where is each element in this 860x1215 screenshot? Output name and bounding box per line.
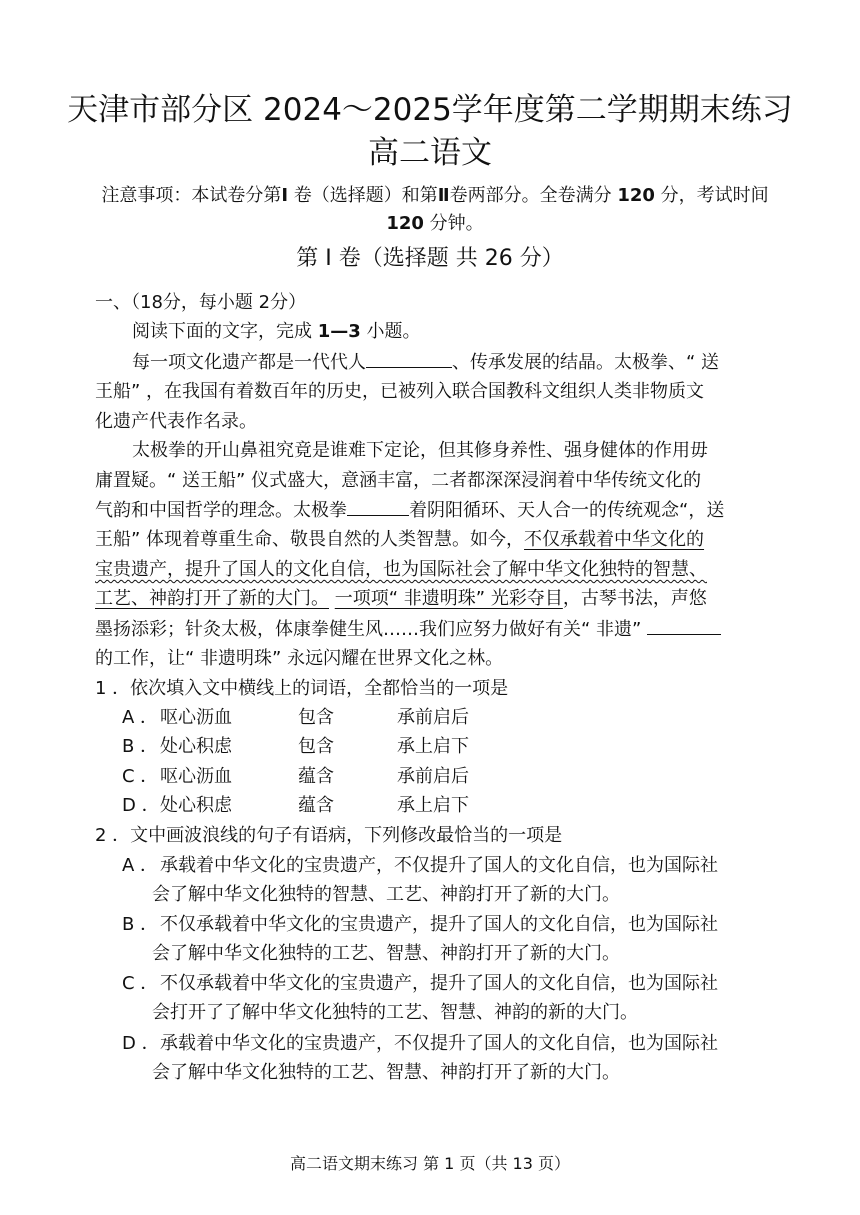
notice-volume-1: Ⅰ [281,185,289,206]
option-word: 包含 [298,736,334,757]
question-range: 1—3 [317,321,361,342]
option-word: 承前启后 [397,766,469,787]
underlined-sentence: 一项项“ 非遗明珠” 光彩夺目 [334,588,563,609]
option-text: 承载着中华文化的宝贵遗产，不仅提升了国人的文化自信，也为国际社 [160,855,718,876]
passage-line [95,555,771,585]
option-letter: B ． [122,914,159,935]
passage-line: 的工作，让“ 非遗明珠” 永远闪耀在世界文化之林。 [95,648,504,669]
passage-line: 王船” ，在我国有着数百年的历史，已被列入联合国教科文组织人类非物质文 [95,381,705,402]
wavy-underlined-sentence: 工艺、神韵打开了新的大门。 [95,588,329,609]
fill-blank-2 [347,495,409,516]
passage-line [132,347,772,378]
passage-text: 着阴阳循环、天人合一的传统观念“，送 [409,500,725,521]
passage-line [95,495,771,526]
option-word: 呕心沥血 [160,766,232,787]
instruction-text: 小题。 [360,321,421,342]
option-letter: D ． [122,795,160,816]
option-text: 承载着中华文化的宝贵遗产，不仅提升了国人的文化自信，也为国际社 [160,1033,718,1054]
passage-line: 庸置疑。“ 送王船” 仪式盛大，意涵丰富，二者都深深浸润着中华传统文化的 [95,470,702,491]
instruction-text: 阅读下面的文字，完成 [132,321,318,342]
notice-text: 卷（选择题）和第 [288,185,438,206]
option-text: 会了解中华文化独特的智慧、工艺、神韵打开了新的大门。 [152,884,620,905]
notice-score: 120 [617,185,655,206]
volume-title: 第 Ⅰ 卷（选择题 共 26 分） [296,246,564,271]
option-word: 处心积虑 [160,736,232,757]
passage-text: 、传承发展的结晶。太极拳、“ 送 [452,352,720,373]
option-word: 蕴含 [298,795,334,816]
question-1-stem: 1 ．依次填入文中横线上的词语，全都恰当的一项是 [95,678,509,699]
exam-notice [95,182,775,238]
fill-blank-1 [366,347,452,368]
fill-blank-3 [647,614,721,635]
subject-title: 高二语文 [368,135,492,171]
notice-text: 分钟。 [423,213,484,234]
option-letter: A ． [122,707,159,728]
option-word: 蕴含 [298,766,334,787]
passage-line [95,614,771,645]
wavy-underlined-sentence: 不仅承载着中华文化的 [524,529,705,550]
option-word: 承前启后 [397,707,469,728]
passage-text: 王船” 体现着尊重生命、敬畏自然的人类智慧。如今， [95,529,525,550]
option-word: 承上启下 [397,736,469,757]
option-text: 不仅承载着中华文化的宝贵遗产，提升了国人的文化自信，也为国际社 [160,914,718,935]
notice-volume-2: Ⅱ [437,185,450,206]
reading-instruction [132,317,772,347]
option-text: 会了解中华文化独特的工艺、智慧、神韵打开了新的大门。 [152,943,620,964]
option-word: 呕心沥血 [160,707,232,728]
passage-text: 每一项文化遗产都是一代代人 [132,352,366,373]
option-word: 包含 [298,707,334,728]
passage-text: ，古琴书法，声悠 [562,588,707,609]
passage-line: 化遗产代表作名录。 [95,411,257,432]
notice-text: 分，考试时间 [654,185,769,206]
option-letter: D ． [122,1033,160,1054]
exam-title: 天津市部分区 2024～2025学年度第二学期期末练习 [67,92,793,128]
option-word: 处心积虑 [160,795,232,816]
question-2-stem: 2 ．文中画波浪线的句子有语病，下列修改最恰当的一项是 [95,825,563,846]
page-footer: 高二语文期末练习 第 1 页（共 13 页） [290,1154,570,1173]
wavy-underlined-sentence: 宝贵遗产，提升了国人的文化自信，也为国际社会了解中华文化独特的智慧、 [95,559,707,580]
passage-line [95,525,771,555]
option-text: 会打开了了解中华文化独特的工艺、智慧、神韵的新的大门。 [152,1002,638,1023]
passage-text: 墨扬添彩；针灸太极，体康拳健生风……我们应努力做好有关“ 非遗” [95,619,642,640]
option-word: 承上启下 [397,795,469,816]
option-letter: B ． [122,736,159,757]
passage-text: 气韵和中国哲学的理念。太极拳 [95,500,347,521]
notice-text: 卷两部分。全卷满分 [449,185,618,206]
notice-time: 120 [386,213,424,234]
passage-line: 太极拳的开山鼻祖究竟是谁难下定论，但其修身养性、强身健体的作用毋 [132,440,708,461]
option-text: 会了解中华文化独特的工艺、智慧、神韵打开了新的大门。 [152,1062,620,1083]
passage-line [95,584,771,614]
option-letter: C ． [122,973,159,994]
option-text: 不仅承载着中华文化的宝贵遗产，提升了国人的文化自信，也为国际社 [160,973,718,994]
notice-text: 注意事项：本试卷分第 [101,185,282,206]
option-letter: C ． [122,766,159,787]
section-heading: 一、（18分，每小题 2分） [95,292,307,313]
option-letter: A ． [122,855,159,876]
